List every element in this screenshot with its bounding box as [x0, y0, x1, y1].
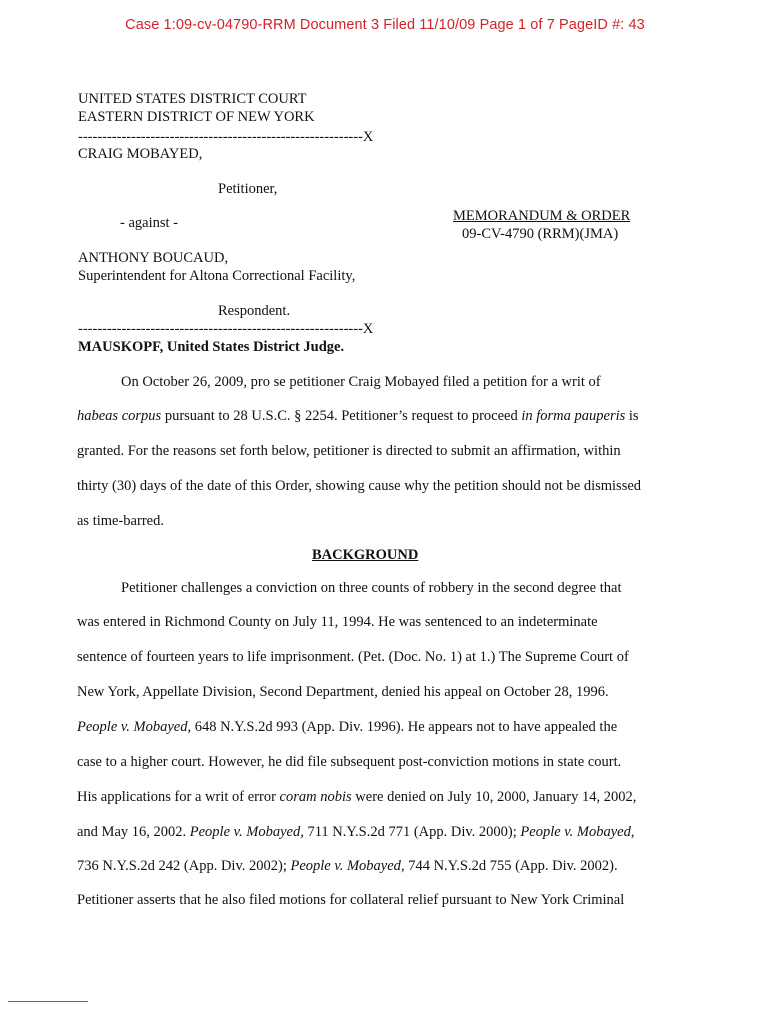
para2-line1: Petitioner challenges a conviction on three counts of robbery in the second degree that	[121, 580, 622, 596]
para1-line2: habeas corpus pursuant to 28 U.S.C. § 2254. Petitioner’s request to proceed in forma pauperis is	[77, 408, 639, 424]
para1-line5: as time-barred.	[77, 513, 164, 529]
para1-line4: thirty (30) days of the date of this Order, showing cause why the petition should not be dismissed	[77, 478, 642, 494]
para2-line4: New York, Appellate Division, Second Department, denied his appeal on October 28, 1996.	[77, 684, 609, 700]
section-heading: BACKGROUND	[312, 547, 419, 563]
caption-divider-bottom: -----------------------------------------------------------X	[78, 321, 374, 337]
court-name: UNITED STATES DISTRICT COURT	[78, 91, 307, 107]
footnote-rule	[8, 1001, 88, 1002]
para2-line8: and May 16, 2002. People v. Mobayed, 711 N.Y.S.2d 771 (App. Div. 2000); People v. Mobayed,	[77, 824, 635, 840]
petitioner-role: Petitioner,	[218, 181, 278, 197]
caption-divider-top: -----------------------------------------------------------X	[78, 129, 374, 145]
ecf-header-stamp: Case 1:09-cv-04790-RRM Document 3 Filed 11/10/09 Page 1 of 7 PageID #: 43	[125, 17, 645, 33]
judge-line: MAUSKOPF, United States District Judge.	[78, 339, 345, 355]
para2-line7: His applications for a writ of error coram nobis were denied on July 10, 2000, January 14, 2002,	[77, 789, 637, 805]
para1-line3: granted. For the reasons set forth below, petitioner is directed to submit an affirmation, within	[77, 443, 621, 459]
para2-line10: Petitioner asserts that he also filed motions for collateral relief pursuant to New York Criminal	[77, 892, 625, 908]
para2-line3: sentence of fourteen years to life imprisonment. (Pet. (Doc. No. 1) at 1.) The Supreme Court of	[77, 649, 629, 665]
respondent-title: Superintendent for Altona Correctional Facility,	[78, 268, 356, 284]
court-district: EASTERN DISTRICT OF NEW YORK	[78, 109, 315, 125]
against-label: - against -	[120, 215, 178, 231]
petitioner-name: CRAIG MOBAYED,	[78, 146, 203, 162]
para2-line9: 736 N.Y.S.2d 242 (App. Div. 2002); People v. Mobayed, 744 N.Y.S.2d 755 (App. Div. 2002).	[77, 858, 618, 874]
para1-line1: On October 26, 2009, pro se petitioner Craig Mobayed filed a petition for a writ of	[121, 374, 601, 390]
para2-line6: case to a higher court. However, he did file subsequent post-conviction motions in state court.	[77, 754, 622, 770]
docket-number: 09-CV-4790 (RRM)(JMA)	[462, 226, 619, 242]
para2-line5: People v. Mobayed, 648 N.Y.S.2d 993 (App. Div. 1996). He appears not to have appealed the	[77, 719, 618, 735]
respondent-name: ANTHONY BOUCAUD,	[78, 250, 229, 266]
document-type: MEMORANDUM & ORDER	[453, 208, 631, 224]
para2-line2: was entered in Richmond County on July 11, 1994. He was sentenced to an indeterminate	[77, 614, 598, 630]
respondent-role: Respondent.	[218, 303, 291, 319]
